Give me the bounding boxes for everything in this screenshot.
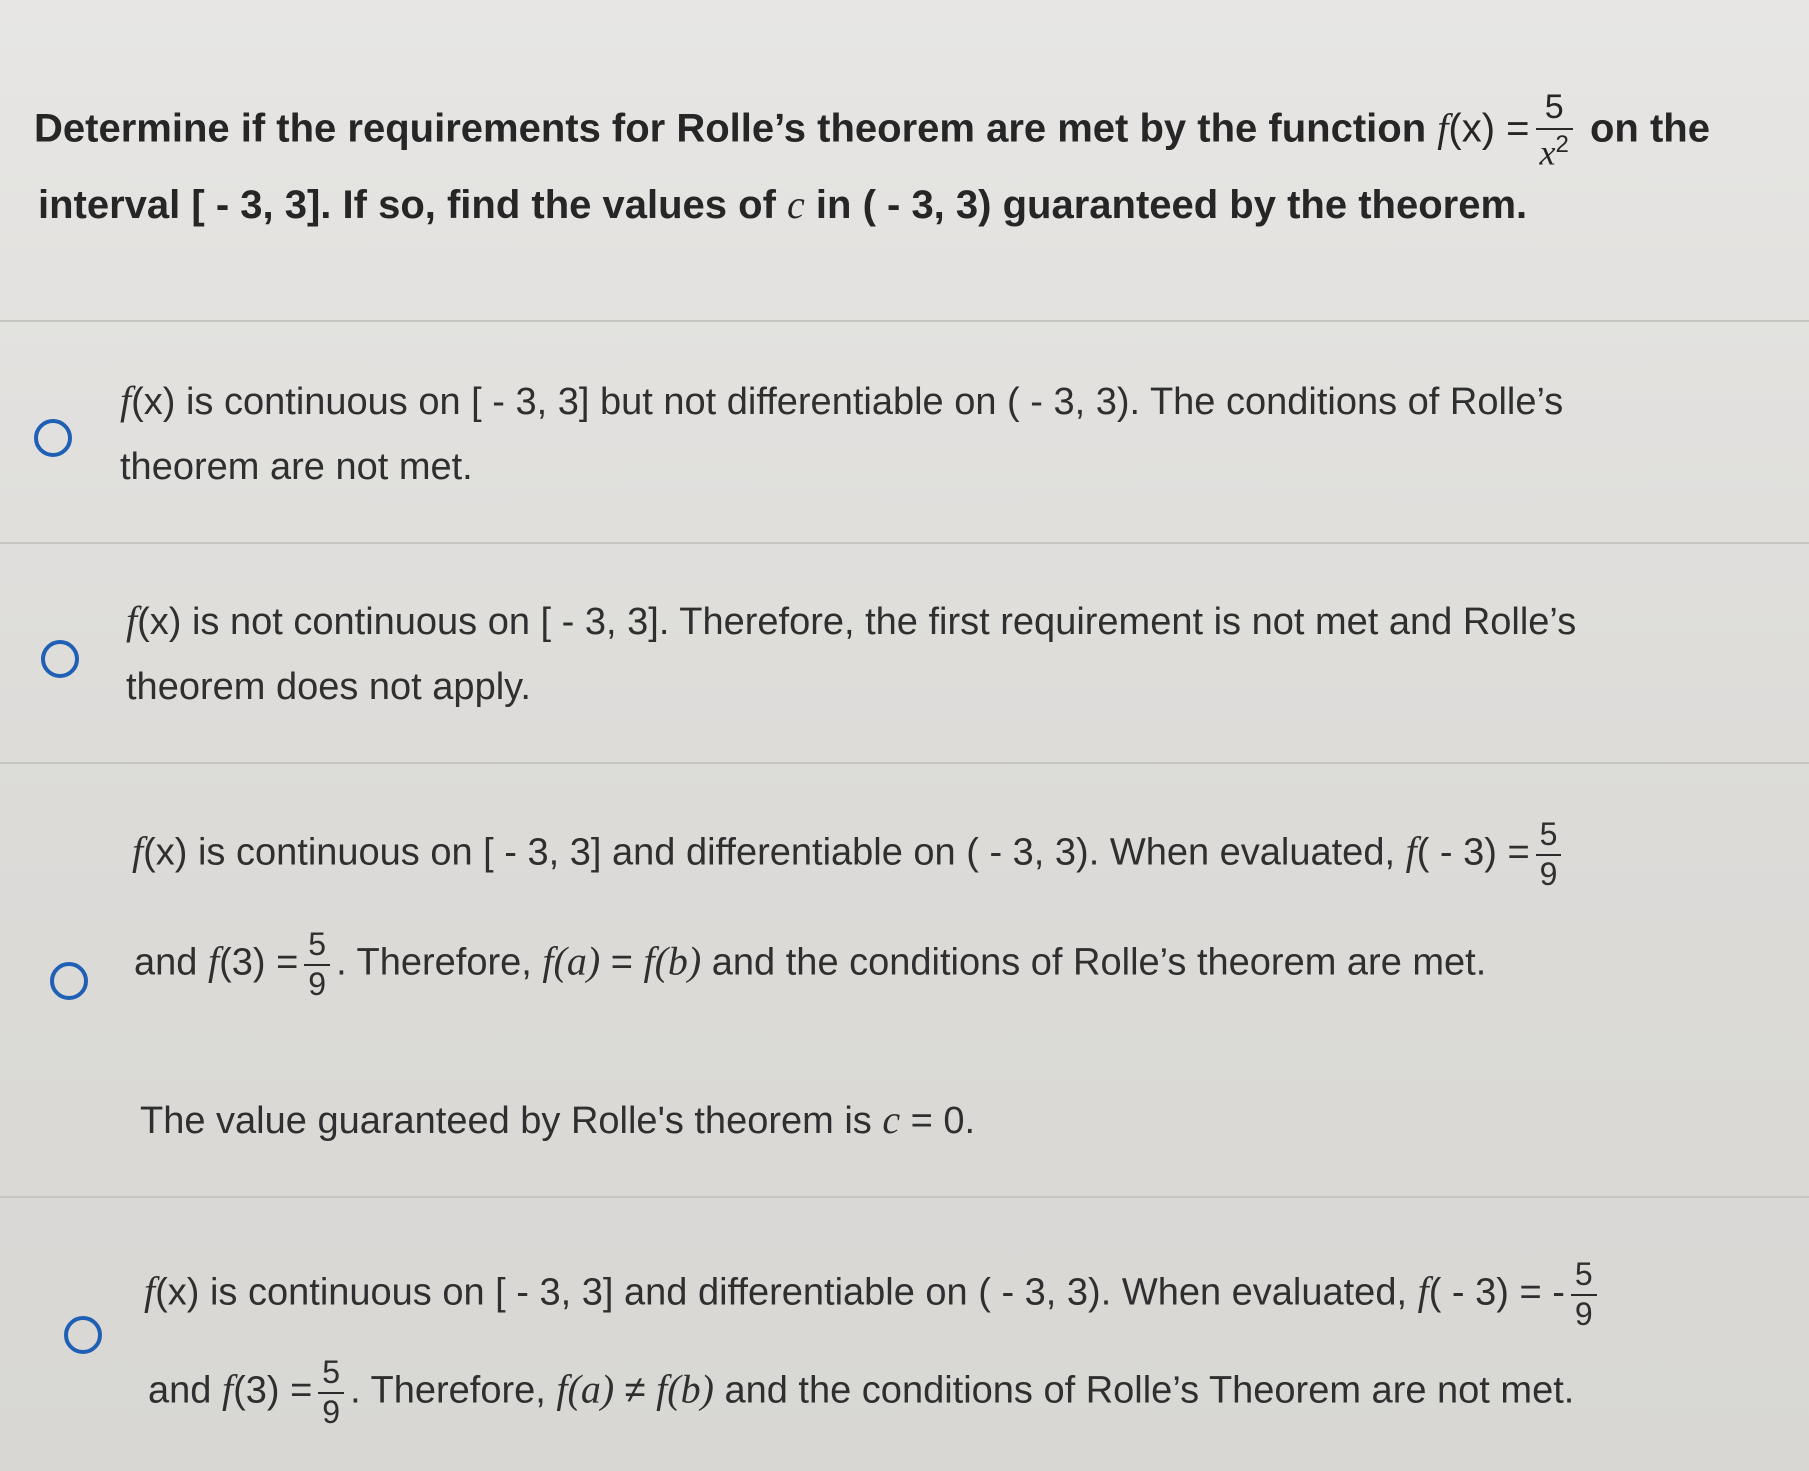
option-3-eval2-fraction — [304, 928, 330, 1001]
option-4-fa: f(a) — [556, 1366, 615, 1412]
answer-option-2[interactable] — [0, 544, 1809, 762]
option-4-line-1 — [144, 1258, 1603, 1331]
radio-button-option-3[interactable] — [50, 962, 88, 1000]
question-text: Determine if the requirements for Rolle’s theorem are met by the function — [34, 106, 1438, 151]
option-3-fb: f(b) — [643, 938, 702, 984]
option-3-value-text: The value guaranteed by Rolle's theorem is — [140, 1100, 883, 1142]
question-rest-text: in ( - 3, 3) guaranteed by the theorem. — [804, 183, 1528, 227]
option-3-value-rest: = 0. — [900, 1100, 976, 1142]
option-3-eval2-numerator: 5 — [308, 926, 327, 962]
denominator-variable: x — [1539, 132, 1556, 173]
option-4-eval1-fraction — [1571, 1258, 1597, 1331]
radio-button-option-1[interactable] — [34, 419, 72, 457]
option-3-eval1-numerator: 5 — [1539, 816, 1558, 852]
option-4-eval1-f: f — [1417, 1268, 1429, 1314]
option-3-text-1: (x) is continuous on [ - 3, 3] and differentiable on ( - 3, 3). When evaluated, — [143, 831, 1406, 874]
option-4-eval2-fraction — [318, 1356, 344, 1429]
radio-button-option-2[interactable] — [41, 640, 79, 678]
question-line-1 — [34, 90, 1710, 172]
option-4-and: and — [148, 1369, 222, 1412]
option-3-line-2 — [134, 928, 1486, 1001]
option-2-line-1 — [126, 598, 1577, 643]
option-1-line-1 — [120, 378, 1564, 423]
option-4-line-2 — [148, 1356, 1574, 1429]
option-4-fb: f(b) — [656, 1366, 714, 1412]
question-interval-text: interval [ - 3, 3]. If so, find the values of — [38, 183, 788, 227]
option-4-therefore: . Therefore, — [350, 1369, 557, 1412]
option-3-f: f — [132, 828, 144, 874]
option-2-text-1: (x) is not continuous on [ - 3, 3]. Therefore, the first requirement is not met and Rolle’s — [137, 601, 1577, 643]
option-4-text-end: and the conditions of Rolle’s Theorem are not met. — [713, 1369, 1575, 1412]
option-3-eval2-f: f — [207, 938, 220, 984]
option-3-eval2-denominator: 9 — [304, 964, 330, 1002]
option-4-eval1-arg: ( - 3) = - — [1428, 1271, 1565, 1314]
option-4-eval2-denominator: 9 — [318, 1392, 344, 1430]
option-4-eval2-arg: (3) = — [233, 1369, 313, 1412]
option-3-text-end: and the conditions of Rolle’s theorem are met. — [701, 941, 1487, 984]
function-numerator: 5 — [1544, 88, 1564, 126]
option-2-f: f — [126, 598, 138, 643]
option-1-text-1: (x) is continuous on [ - 3, 3] but not differentiable on ( - 3, 3). The conditions of Rolle’s — [131, 381, 1564, 423]
option-3-equals: = — [600, 941, 644, 984]
option-3-therefore: . Therefore, — [336, 941, 543, 984]
option-3-line-1 — [132, 818, 1567, 891]
question-variable-c: c — [787, 182, 805, 227]
function-fraction — [1536, 90, 1573, 172]
option-3-eval1-fraction — [1536, 818, 1562, 891]
option-3-eval1-f: f — [1405, 828, 1417, 874]
radio-button-option-4[interactable] — [64, 1316, 102, 1354]
option-3-c: c — [882, 1097, 901, 1142]
option-4-f: f — [144, 1268, 156, 1314]
option-3-eval1-arg: ( - 3) = — [1416, 831, 1530, 874]
option-1-f: f — [120, 378, 132, 423]
option-4-eval2-f: f — [221, 1366, 234, 1412]
question-line-2 — [38, 182, 1528, 227]
function-name: f — [1437, 105, 1449, 151]
option-4-text-1: (x) is continuous on [ - 3, 3] and differentiable on ( - 3, 3). When evaluated, — [155, 1271, 1418, 1314]
function-arg: (x) = — [1448, 106, 1530, 151]
answer-option-4[interactable] — [0, 1198, 1809, 1471]
option-4-not-equal: ≠ — [614, 1369, 657, 1412]
option-4-eval1-numerator: 5 — [1574, 1256, 1593, 1292]
option-2-line-2: theorem does not apply. — [126, 666, 531, 708]
option-3-line-3 — [140, 1097, 976, 1142]
option-4-eval1-denominator: 9 — [1571, 1294, 1597, 1332]
option-1-line-2: theorem are not met. — [120, 446, 473, 488]
option-4-eval2-numerator: 5 — [322, 1354, 341, 1390]
denominator-exponent: 2 — [1555, 130, 1569, 158]
answer-option-3[interactable] — [0, 764, 1809, 1196]
function-denominator — [1536, 128, 1573, 172]
option-3-eval1-denominator: 9 — [1536, 854, 1562, 892]
option-3-eval2-arg: (3) = — [219, 941, 299, 984]
option-3-fa: f(a) — [542, 938, 601, 984]
question-text-suffix: on the — [1578, 106, 1710, 151]
answer-option-1[interactable] — [0, 322, 1809, 542]
option-3-and: and — [134, 941, 208, 984]
